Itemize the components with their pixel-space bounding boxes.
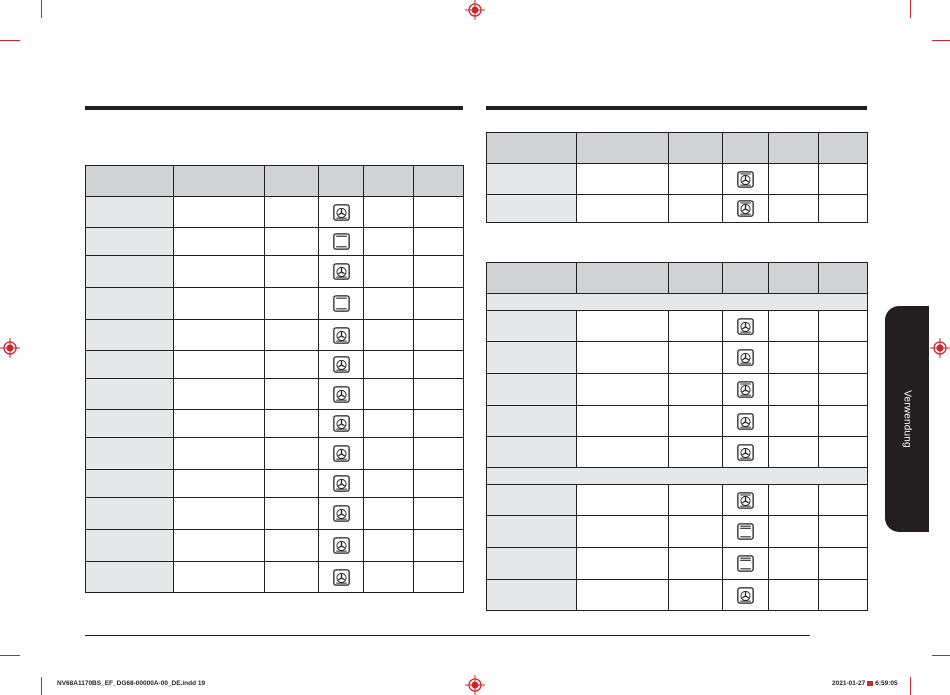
crop-mark xyxy=(41,0,42,18)
fan-icon xyxy=(333,569,350,586)
table-cell xyxy=(265,320,319,351)
fan-icon xyxy=(333,445,350,462)
table-cell xyxy=(174,197,265,228)
table-cell xyxy=(174,410,265,438)
table-cell xyxy=(577,195,669,223)
table-row xyxy=(86,288,464,320)
table-row xyxy=(86,256,464,288)
table-cell xyxy=(769,342,819,374)
table-cell xyxy=(577,516,669,548)
mode-cell xyxy=(319,197,364,228)
table-cell xyxy=(819,195,868,223)
table-cell xyxy=(769,580,819,611)
table-cell xyxy=(487,342,577,374)
table-cell xyxy=(265,379,319,410)
table-cell xyxy=(364,197,414,228)
footer-rule xyxy=(85,635,810,636)
table-cell xyxy=(86,498,174,530)
table-row xyxy=(86,351,464,379)
table-cell xyxy=(487,374,577,406)
table-cell xyxy=(414,410,464,438)
table-cell xyxy=(487,516,577,548)
table-cell xyxy=(174,351,265,379)
table-cell xyxy=(364,530,414,562)
table-cell xyxy=(487,133,577,164)
fan-icon xyxy=(333,475,350,492)
table-row xyxy=(487,516,868,548)
table-cell xyxy=(819,164,868,195)
table-row xyxy=(86,410,464,438)
table-cell xyxy=(86,438,174,470)
table-cell xyxy=(265,410,319,438)
section-rule-left xyxy=(85,106,463,110)
print-timestamp xyxy=(832,680,898,687)
table-cell xyxy=(86,256,174,288)
table-cell xyxy=(819,342,868,374)
table-cell xyxy=(487,485,577,516)
mode-cell xyxy=(723,548,769,580)
table-cell xyxy=(364,256,414,288)
table-row xyxy=(86,228,464,256)
table-cell xyxy=(769,263,819,294)
mode-cell xyxy=(723,437,769,468)
table-row xyxy=(86,470,464,498)
table-cell xyxy=(669,406,723,437)
table-row xyxy=(487,548,868,580)
mode-cell xyxy=(723,164,769,195)
table-cell xyxy=(769,485,819,516)
table-cell xyxy=(669,516,723,548)
table-row xyxy=(86,562,464,593)
table-row xyxy=(487,342,868,374)
table-cell xyxy=(487,548,577,580)
fan-icon xyxy=(333,386,350,403)
table-cell xyxy=(669,485,723,516)
table-cell xyxy=(174,256,265,288)
table-cell xyxy=(174,530,265,562)
table-cell xyxy=(669,133,723,164)
crop-mark xyxy=(910,0,911,18)
table-row xyxy=(487,311,868,342)
table-cell xyxy=(174,288,265,320)
mode-cell xyxy=(319,256,364,288)
registration-mark-icon xyxy=(930,338,950,358)
table-cell xyxy=(86,166,174,197)
table-cell xyxy=(819,374,868,406)
table-cell xyxy=(669,548,723,580)
table-cell xyxy=(86,530,174,562)
table-cell xyxy=(669,342,723,374)
crop-mark xyxy=(41,677,42,695)
table-cell xyxy=(414,379,464,410)
table-cell xyxy=(669,195,723,223)
table-cell xyxy=(414,197,464,228)
conventional-icon xyxy=(333,295,350,312)
table-cell xyxy=(364,438,414,470)
table-cell xyxy=(487,263,577,294)
table-cell xyxy=(86,228,174,256)
fan-icon xyxy=(333,537,350,554)
table-cell xyxy=(414,288,464,320)
table-cell xyxy=(769,311,819,342)
table-cell xyxy=(364,228,414,256)
color-swatch xyxy=(867,681,873,686)
table-row xyxy=(86,498,464,530)
mode-cell xyxy=(723,485,769,516)
table-row xyxy=(86,197,464,228)
mode-cell xyxy=(319,320,364,351)
mode-cell xyxy=(723,580,769,611)
section-tab-label: Verwendung xyxy=(901,390,913,448)
table-cell xyxy=(669,580,723,611)
table-cell xyxy=(769,164,819,195)
cooking-table-right-bottom xyxy=(486,262,868,611)
table-cell xyxy=(769,437,819,468)
registration-mark-icon xyxy=(465,675,485,695)
table-cell xyxy=(819,548,868,580)
table-cell xyxy=(577,342,669,374)
fan-grill-icon xyxy=(737,171,754,188)
table-cell xyxy=(487,437,577,468)
mode-cell xyxy=(319,379,364,410)
table-cell xyxy=(265,166,319,197)
section-rule-right xyxy=(486,106,867,110)
fan-icon xyxy=(333,263,350,280)
table-row xyxy=(487,406,868,437)
table-cell xyxy=(577,374,669,406)
table-row xyxy=(487,164,868,195)
table-cell xyxy=(577,580,669,611)
table-cell xyxy=(174,438,265,470)
table-row xyxy=(86,438,464,470)
fan-icon xyxy=(737,587,754,604)
table-subheader-row xyxy=(487,468,868,485)
mode-cell xyxy=(319,228,364,256)
table-cell xyxy=(577,485,669,516)
table-cell xyxy=(577,133,669,164)
table-cell xyxy=(174,562,265,593)
table-cell xyxy=(86,320,174,351)
table-cell xyxy=(414,470,464,498)
table-cell xyxy=(577,311,669,342)
table-cell xyxy=(487,580,577,611)
print-time: 6:59:05 xyxy=(875,680,898,687)
table-cell xyxy=(86,379,174,410)
crop-mark xyxy=(0,40,20,41)
table-cell xyxy=(669,164,723,195)
table-cell xyxy=(86,351,174,379)
table-row xyxy=(487,437,868,468)
section-tab xyxy=(885,306,929,532)
table-cell xyxy=(265,351,319,379)
table-cell xyxy=(669,263,723,294)
crop-mark xyxy=(932,655,950,656)
table-cell xyxy=(414,498,464,530)
table-cell xyxy=(265,438,319,470)
table-header-row xyxy=(487,133,868,164)
table-cell xyxy=(769,406,819,437)
table-cell xyxy=(265,288,319,320)
table-cell xyxy=(414,166,464,197)
table-cell xyxy=(364,288,414,320)
table-subheader-cell xyxy=(487,294,868,311)
fan-icon xyxy=(333,415,350,432)
table-cell xyxy=(769,195,819,223)
table-header-row xyxy=(86,166,464,197)
table-cell xyxy=(819,263,868,294)
table-cell xyxy=(577,548,669,580)
table-subheader-cell xyxy=(487,468,868,485)
mode-cell xyxy=(723,195,769,223)
mode-cell xyxy=(723,374,769,406)
table-cell xyxy=(669,374,723,406)
table-cell xyxy=(364,351,414,379)
mode-cell xyxy=(319,470,364,498)
registration-mark-icon xyxy=(465,0,485,20)
table-cell xyxy=(364,562,414,593)
table-cell xyxy=(414,256,464,288)
table-row xyxy=(86,320,464,351)
fan-icon xyxy=(333,505,350,522)
grill-icon xyxy=(737,523,754,540)
table-row xyxy=(86,379,464,410)
table-cell xyxy=(819,311,868,342)
table-cell xyxy=(86,410,174,438)
table-cell xyxy=(174,228,265,256)
table-cell xyxy=(769,548,819,580)
table-row xyxy=(487,580,868,611)
mode-cell xyxy=(319,498,364,530)
table-cell xyxy=(414,351,464,379)
table-cell xyxy=(265,256,319,288)
table-subheader-row xyxy=(487,294,868,311)
fan-icon xyxy=(737,349,754,366)
table-row xyxy=(487,485,868,516)
table-cell xyxy=(364,320,414,351)
mode-cell xyxy=(319,530,364,562)
fan-icon xyxy=(737,318,754,335)
table-cell xyxy=(769,516,819,548)
print-date: 2021-01-27 xyxy=(832,680,866,687)
table-cell xyxy=(414,320,464,351)
table-cell xyxy=(364,410,414,438)
table-header-row xyxy=(487,263,868,294)
fan-grill-icon xyxy=(737,492,754,509)
table-cell xyxy=(265,530,319,562)
table-cell xyxy=(669,311,723,342)
mode-cell xyxy=(723,311,769,342)
fan-grill-icon xyxy=(737,200,754,217)
table-cell xyxy=(414,562,464,593)
mode-cell xyxy=(319,410,364,438)
file-slug: NV68A1170BS_EF_DG68-00000A-00_DE.indd 19 xyxy=(57,680,206,687)
table-cell xyxy=(819,580,868,611)
table-cell xyxy=(819,406,868,437)
table-cell xyxy=(174,166,265,197)
table-cell xyxy=(819,516,868,548)
table-cell xyxy=(819,133,868,164)
table-cell xyxy=(86,197,174,228)
table-cell xyxy=(819,437,868,468)
table-cell xyxy=(577,164,669,195)
mode-cell xyxy=(319,166,364,197)
crop-mark xyxy=(932,40,950,41)
table-cell xyxy=(265,228,319,256)
registration-mark-icon xyxy=(0,338,20,358)
mode-cell xyxy=(723,133,769,164)
table-cell xyxy=(174,379,265,410)
fan-icon xyxy=(737,413,754,430)
table-cell xyxy=(819,485,868,516)
table-cell xyxy=(769,374,819,406)
conventional-icon xyxy=(333,233,350,250)
mode-cell xyxy=(319,438,364,470)
fan-icon xyxy=(737,444,754,461)
mode-cell xyxy=(723,263,769,294)
crop-mark xyxy=(910,677,911,695)
table-cell xyxy=(364,498,414,530)
table-cell xyxy=(265,197,319,228)
mode-cell xyxy=(723,342,769,374)
table-cell xyxy=(577,437,669,468)
table-cell xyxy=(487,406,577,437)
table-cell xyxy=(265,470,319,498)
mode-cell xyxy=(723,516,769,548)
table-cell xyxy=(174,498,265,530)
table-cell xyxy=(364,470,414,498)
table-cell xyxy=(364,166,414,197)
fan-icon xyxy=(333,327,350,344)
table-cell xyxy=(487,195,577,223)
fan-icon xyxy=(333,356,350,373)
mode-cell xyxy=(319,562,364,593)
fan-icon xyxy=(333,204,350,221)
fan-grill-icon xyxy=(737,381,754,398)
table-cell xyxy=(265,498,319,530)
crop-mark xyxy=(0,655,20,656)
mode-cell xyxy=(723,406,769,437)
table-cell xyxy=(577,406,669,437)
mode-cell xyxy=(319,288,364,320)
table-cell xyxy=(769,133,819,164)
table-cell xyxy=(265,562,319,593)
table-cell xyxy=(577,263,669,294)
table-cell xyxy=(487,311,577,342)
grill-icon xyxy=(737,555,754,572)
table-cell xyxy=(86,562,174,593)
cooking-table-right-top xyxy=(486,132,868,223)
table-cell xyxy=(414,438,464,470)
table-row xyxy=(487,195,868,223)
table-row xyxy=(487,374,868,406)
table-row xyxy=(86,530,464,562)
table-cell xyxy=(669,437,723,468)
table-cell xyxy=(414,228,464,256)
mode-cell xyxy=(319,351,364,379)
cooking-table-left xyxy=(85,165,464,593)
table-cell xyxy=(487,164,577,195)
table-cell xyxy=(174,470,265,498)
table-cell xyxy=(86,288,174,320)
table-cell xyxy=(414,530,464,562)
table-cell xyxy=(364,379,414,410)
table-cell xyxy=(174,320,265,351)
table-cell xyxy=(86,470,174,498)
